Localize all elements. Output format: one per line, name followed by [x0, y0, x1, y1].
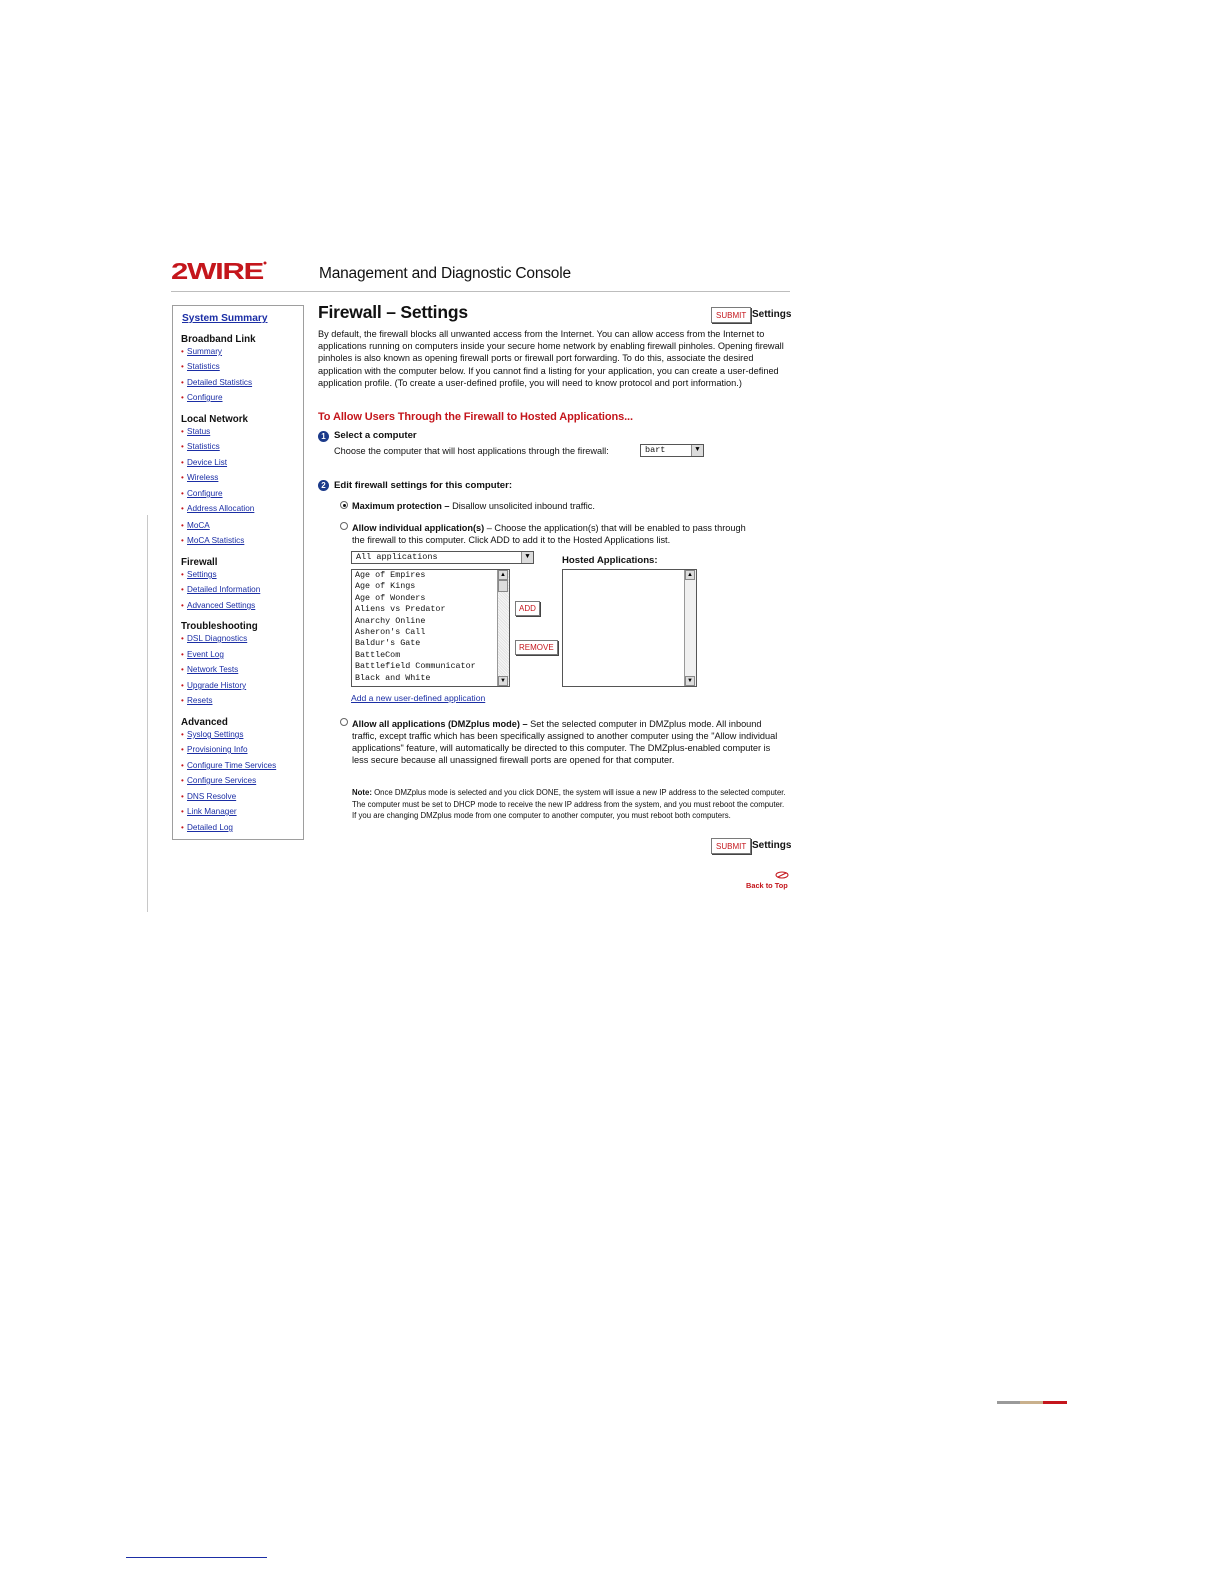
bullet-icon: •: [181, 650, 184, 659]
add-button[interactable]: ADD: [515, 601, 540, 616]
bullet-icon: •: [181, 473, 184, 482]
application-list-item[interactable]: Battlefield Communicator: [355, 661, 476, 672]
settings-label-top: Settings: [752, 309, 792, 320]
svg-text:2WIRE: 2WIRE: [171, 259, 264, 283]
header-divider: [171, 291, 790, 292]
application-list-item[interactable]: Age of Empires: [355, 570, 426, 580]
page-margin-rule: [147, 515, 148, 912]
scroll-up-icon[interactable]: ▲: [498, 570, 508, 580]
bullet-icon: •: [181, 536, 184, 545]
hosted-applications-list[interactable]: [562, 569, 697, 687]
application-list-item[interactable]: Black and White: [355, 672, 431, 683]
max-protection-radio[interactable]: [340, 501, 348, 509]
applications-list-items: [352, 570, 509, 684]
scroll-up-icon[interactable]: ▲: [685, 570, 695, 580]
footer-color-bar: [997, 1401, 1067, 1404]
application-filter-select[interactable]: [351, 551, 534, 564]
console-title: Management and Diagnostic Console: [319, 265, 571, 282]
sidebar-item-moca[interactable]: MoCA: [187, 521, 210, 530]
bullet-icon: •: [181, 745, 184, 754]
sidebar-section-advanced: Advanced: [181, 717, 228, 728]
sidebar-section-troubleshooting: Troubleshooting: [181, 621, 258, 632]
sidebar-item-device-list[interactable]: Device List: [187, 458, 228, 467]
bullet-icon: •: [181, 521, 184, 530]
bullet-icon: •: [181, 489, 184, 498]
scroll-down-icon[interactable]: ▼: [685, 676, 695, 686]
bullet-icon: •: [181, 601, 184, 610]
bullet-icon: •: [181, 362, 184, 371]
intro-paragraph: By default, the firewall blocks all unwanted access from the Internet. You can allow access from the Internet to applications running on computers inside your secure home network by enabling firewall pinholes. Opening firewall pinholes is also known as opening firewall ports or firewall port forwarding. To do this, associate the desired application with the computer below. If you cannot find a listing for your application, you can create a user-defined application profile. (To create a user-defined profile, you will need to know protocol and port information.): [318, 329, 784, 388]
step-2-icon: 2: [318, 480, 329, 491]
submit-button-top[interactable]: SUBMIT: [711, 307, 751, 323]
hosted-applications-label: Hosted Applications:: [562, 555, 658, 566]
scroll-down-icon[interactable]: ▼: [498, 676, 508, 686]
sidebar-item-detailed-information[interactable]: Detailed Information: [187, 585, 261, 594]
sidebar-item-advanced-settings[interactable]: Advanced Settings: [187, 601, 256, 610]
application-filter-value: All applications: [356, 552, 438, 562]
max-protection-label: Maximum protection – Disallow unsolicited inbound traffic.: [352, 501, 595, 511]
back-to-top-link[interactable]: Back to Top: [746, 881, 788, 890]
sidebar-item-moca-statistics[interactable]: MoCA Statistics: [187, 536, 245, 545]
section-heading: To Allow Users Through the Firewall to Hosted Applications...: [318, 411, 633, 423]
application-list-item[interactable]: Age of Kings: [355, 581, 416, 592]
sidebar-item-resets[interactable]: Resets: [187, 696, 213, 705]
bullet-icon: •: [181, 761, 184, 770]
dmzplus-note: Note: Once DMZplus mode is selected and you click DONE, the system will issue a new IP address to the selected computer. The computer must be set to DHCP mode to receive the new IP address from the system, and you must reboot the computer. If you are changing DMZplus mode from one computer to another computer, you must reboot both computers.: [352, 788, 786, 821]
sidebar-section-broadband-link: Broadband Link: [181, 334, 256, 345]
remove-button[interactable]: REMOVE: [515, 640, 558, 655]
application-list-item[interactable]: Baldur's Gate: [355, 638, 421, 649]
bullet-icon: •: [181, 665, 184, 674]
application-list-item[interactable]: Age of Wonders: [355, 592, 426, 603]
application-list-item[interactable]: Aliens vs Predator: [355, 604, 446, 615]
bullet-icon: •: [181, 681, 184, 690]
bullet-icon: •: [181, 807, 184, 816]
step-2-title: Edit firewall settings for this computer:: [334, 480, 513, 491]
individual-apps-radio[interactable]: [340, 522, 348, 530]
sidebar-item-broadband-summary[interactable]: Summary: [187, 347, 223, 356]
bullet-icon: •: [181, 585, 184, 594]
sidebar-system-summary-link[interactable]: System Summary: [182, 313, 268, 324]
bullet-icon: •: [181, 730, 184, 739]
sidebar-section-firewall: Firewall: [181, 557, 218, 568]
sidebar-item-syslog-settings[interactable]: Syslog Settings: [187, 730, 244, 739]
sidebar-item-detailed-statistics[interactable]: Detailed Statistics: [187, 378, 253, 387]
computer-select[interactable]: [640, 444, 704, 457]
sidebar-item-upgrade-history[interactable]: Upgrade History: [187, 681, 247, 690]
application-list-item[interactable]: BattleCom: [355, 649, 401, 660]
bullet-icon: •: [181, 427, 184, 436]
sidebar-item-broadband-statistics[interactable]: Statistics: [187, 362, 220, 371]
bullet-icon: •: [181, 378, 184, 387]
applications-list[interactable]: [351, 569, 510, 687]
step-1-title: Select a computer: [334, 430, 417, 441]
sidebar-item-wireless[interactable]: Wireless: [187, 473, 219, 482]
settings-label-bottom: Settings: [752, 840, 792, 851]
back-to-top-icon[interactable]: [775, 871, 789, 879]
application-list-item[interactable]: Asheron's Call: [355, 627, 426, 638]
sidebar-item-configure-time-services[interactable]: Configure Time Services: [187, 761, 277, 770]
dmzplus-radio[interactable]: [340, 718, 348, 726]
computer-select-value: bart: [645, 445, 666, 455]
bullet-icon: •: [181, 634, 184, 643]
sidebar-item-lan-configure[interactable]: Configure: [187, 489, 223, 498]
bullet-icon: •: [181, 570, 184, 579]
hosted-list-scrollbar[interactable]: [684, 570, 696, 686]
bullet-icon: •: [181, 347, 184, 356]
bullet-icon: •: [181, 504, 184, 513]
sidebar-item-lan-statistics[interactable]: Statistics: [187, 442, 220, 451]
sidebar-item-network-tests[interactable]: Network Tests: [187, 665, 239, 674]
applications-list-scrollbar[interactable]: [497, 570, 509, 686]
sidebar-nav: [172, 305, 304, 840]
bullet-icon: •: [181, 792, 184, 801]
add-user-defined-app-link[interactable]: Add a new user-defined application: [351, 693, 486, 703]
submit-button-bottom[interactable]: SUBMIT: [711, 838, 751, 854]
page-title: Firewall – Settings: [318, 302, 468, 322]
bullet-icon: •: [181, 442, 184, 451]
2wire-logo: [171, 259, 267, 283]
sidebar-item-firewall-settings[interactable]: Settings: [187, 570, 217, 579]
sidebar-item-status[interactable]: Status: [187, 427, 211, 436]
sidebar-item-event-log[interactable]: Event Log: [187, 650, 224, 659]
scroll-thumb[interactable]: [498, 580, 508, 592]
dmzplus-label: Allow all applications (DMZplus mode) – Set the selected computer in DMZplus mode. All inbound traffic, except traffic which has been specifically assigned to another computer using the "Allow individual applications" feature, will automatically be directed to this computer. The DMZplus-enabled computer is less secure because all unassigned firewall ports are opened for that computer.: [352, 719, 778, 765]
sidebar-item-dsl-diagnostics[interactable]: DSL Diagnostics: [187, 634, 248, 643]
sidebar-item-link-manager[interactable]: Link Manager: [187, 807, 237, 816]
individual-apps-label: Allow individual application(s) – Choose the application(s) that will be enabled to pass through the firewall to this computer. Click ADD to add it to the Hosted Applications list.: [352, 523, 746, 545]
sidebar-item-detailed-log[interactable]: Detailed Log: [187, 823, 233, 832]
bullet-icon: •: [181, 458, 184, 467]
chevron-down-icon: ▼: [691, 445, 703, 456]
sidebar-item-configure-services[interactable]: Configure Services: [187, 776, 257, 785]
sidebar-section-local-network: Local Network: [181, 414, 248, 425]
bullet-icon: •: [181, 776, 184, 785]
sidebar-item-provisioning-info[interactable]: Provisioning Info: [187, 745, 248, 754]
application-list-item[interactable]: Anarchy Online: [355, 615, 426, 626]
bullet-icon: •: [181, 393, 184, 402]
step-1-instructions: Choose the computer that will host applications through the firewall:: [334, 446, 609, 456]
sidebar-item-dns-resolve[interactable]: DNS Resolve: [187, 792, 237, 801]
step-1-icon: 1: [318, 431, 329, 442]
bullet-icon: •: [181, 696, 184, 705]
sidebar-item-broadband-configure[interactable]: Configure: [187, 393, 223, 402]
bullet-icon: •: [181, 823, 184, 832]
sidebar-item-address-allocation[interactable]: Address Allocation: [187, 504, 255, 513]
chevron-down-icon: ▼: [521, 552, 533, 563]
footnote-rule: [126, 1557, 267, 1558]
